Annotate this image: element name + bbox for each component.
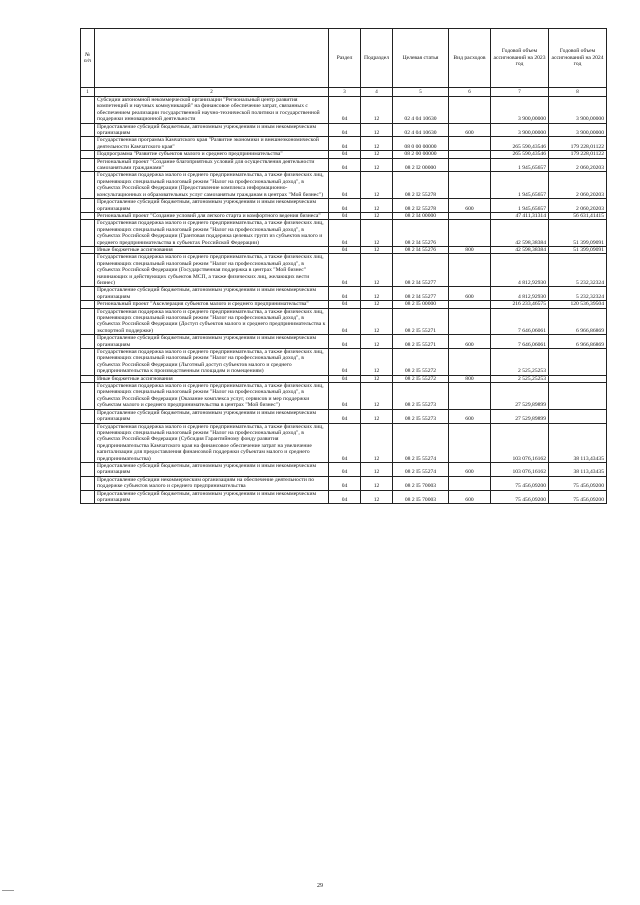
header-amount-2024: Годовой объем ассигнований на 2024 год	[549, 29, 607, 88]
cell-razdel: 04	[329, 335, 361, 349]
cell-razdel: 04	[329, 375, 361, 382]
cell-amount-2023: 103 076,16162	[491, 423, 549, 462]
cell-podrazdel: 12	[361, 301, 393, 308]
cell-number	[81, 137, 95, 151]
cell-expense-type	[449, 172, 491, 199]
cell-podrazdel: 12	[361, 97, 393, 124]
cell-name: Подпрограмма "Развитие субъектов малого и среднего предпринимательства"	[95, 151, 329, 158]
cell-target-article: 08 2 I4 55276	[393, 246, 449, 253]
cell-expense-type: 600	[449, 335, 491, 349]
cell-name: Государственная поддержка малого и среднего предпринимательства, а также физических лиц, применяющих специальный налоговый режим "Налог на профессиональный доход", в субъектах Российской Федерации (Субсидия Гарантийному фонду развития предпринимательства Камчатского края на финансовое обеспечение затрат на увеличение капитализации для предоставления финансовой поддержки субъектам малого и среднего предпринимательства)	[95, 423, 329, 462]
cell-name: Иные бюджетные ассигнования	[95, 375, 329, 382]
cell-amount-2023: 27 529,89899	[491, 409, 549, 423]
budget-table-page	[80, 28, 606, 504]
cell-number	[81, 287, 95, 301]
table-row	[81, 158, 607, 172]
cell-podrazdel: 12	[361, 349, 393, 376]
cell-number	[81, 490, 95, 504]
table-header	[81, 29, 607, 97]
cell-name: Региональный проект "Создание благоприятных условий для осуществления деятельности самозанятыми гражданами"	[95, 158, 329, 172]
table-row	[81, 301, 607, 308]
cell-target-article: 08 2 I2 55278	[393, 172, 449, 199]
cell-name: Региональный проект "Создание условий для легкого старта и комфортного ведения бизнеса"	[95, 212, 329, 219]
cell-expense-type: 800	[449, 246, 491, 253]
cell-amount-2024: 5 232,32324	[549, 287, 607, 301]
cell-amount-2023: 75 456,09200	[491, 490, 549, 504]
cell-expense-type	[449, 308, 491, 335]
header-expense-type: Вид расходов	[449, 29, 491, 88]
cell-expense-type	[449, 220, 491, 247]
cell-number	[81, 349, 95, 376]
cell-expense-type	[449, 212, 491, 219]
column-number: 2	[95, 88, 329, 97]
cell-amount-2024: 179 228,01122	[549, 151, 607, 158]
cell-target-article: 08 2 I4 55277	[393, 287, 449, 301]
cell-amount-2024: 75 456,09200	[549, 490, 607, 504]
cell-name: Региональный проект "Акселерация субъектов малого и среднего предпринимательства"	[95, 301, 329, 308]
cell-razdel: 04	[329, 423, 361, 462]
column-number: 5	[393, 88, 449, 97]
cell-amount-2023: 3 900,00000	[491, 123, 549, 137]
header-target-article: Целевая статья	[393, 29, 449, 88]
table-row	[81, 383, 607, 410]
cell-target-article: 02 4 04 10630	[393, 123, 449, 137]
cell-amount-2023: 1 945,65657	[491, 172, 549, 199]
cell-amount-2024: 38 113,43435	[549, 462, 607, 476]
cell-target-article: 08 2 I5 55272	[393, 375, 449, 382]
cell-podrazdel: 12	[361, 220, 393, 247]
cell-number	[81, 308, 95, 335]
cell-name: Государственная поддержка малого и среднего предпринимательства, а также физических лиц, применяющих специальный налоговый режим "Налог на профессиональный доход", в субъектах Российской Федерации (Предоставление комплекса информационно-консультационных и образовательных услуг самозанятым гражданам в центрах "Мой бизнес")	[95, 172, 329, 199]
cell-target-article: 08 2 I5 55274	[393, 423, 449, 462]
cell-amount-2023: 75 456,09200	[491, 476, 549, 490]
cell-name: Государственная программа Камчатского края "Развитие экономики и внешнеэкономической деятельности Камчатского края"	[95, 137, 329, 151]
cell-podrazdel: 12	[361, 423, 393, 462]
cell-name: Предоставление субсидии некоммерческим организациям на обеспечение деятельности по поддержке субъектов малого и среднего предпринимательства	[95, 476, 329, 490]
cell-target-article: 08 2 I5 55273	[393, 383, 449, 410]
cell-podrazdel: 12	[361, 254, 393, 287]
cell-razdel: 04	[329, 172, 361, 199]
cell-podrazdel: 12	[361, 462, 393, 476]
cell-target-article: 08 2 I2 00000	[393, 158, 449, 172]
cell-target-article: 08 2 I5 55274	[393, 462, 449, 476]
cell-razdel: 04	[329, 199, 361, 213]
cell-target-article: 08 2 I4 00000	[393, 212, 449, 219]
cell-podrazdel: 12	[361, 409, 393, 423]
cell-target-article: 02 4 04 10630	[393, 97, 449, 124]
column-number: 4	[361, 88, 393, 97]
cell-podrazdel: 12	[361, 199, 393, 213]
header-podrazdel: Подраздел	[361, 29, 393, 88]
cell-target-article: 08 2 I5 55271	[393, 308, 449, 335]
cell-razdel: 04	[329, 301, 361, 308]
cell-number	[81, 409, 95, 423]
cell-amount-2023: 265 590,43546	[491, 151, 549, 158]
cell-target-article: 08 2 I5 55273	[393, 409, 449, 423]
cell-amount-2024: 75 456,09200	[549, 476, 607, 490]
cell-podrazdel: 12	[361, 287, 393, 301]
cell-amount-2023: 4 812,92930	[491, 287, 549, 301]
cell-razdel: 04	[329, 123, 361, 137]
table-row	[81, 254, 607, 287]
table-row	[81, 137, 607, 151]
cell-razdel: 04	[329, 287, 361, 301]
cell-expense-type	[449, 254, 491, 287]
table-row	[81, 462, 607, 476]
cell-name: Субсидии автономной некоммерческой организации "Региональный центр развития компетенций и научных коммуникаций" на финансовое обеспечение затрат, связанных с обеспечением реализации государственной научно-технической политики и государственной поддержки инновационной деятельности	[95, 97, 329, 124]
column-number-row	[81, 88, 607, 97]
cell-amount-2024: 3 900,00000	[549, 123, 607, 137]
cell-amount-2023: 2 525,25253	[491, 349, 549, 376]
cell-number	[81, 172, 95, 199]
header-number: № п/п	[81, 29, 95, 88]
cell-amount-2024: 38 113,43435	[549, 423, 607, 462]
cell-razdel: 04	[329, 409, 361, 423]
cell-razdel: 04	[329, 476, 361, 490]
budget-table	[80, 28, 607, 504]
cell-expense-type	[449, 97, 491, 124]
cell-expense-type: 600	[449, 199, 491, 213]
cell-razdel: 04	[329, 308, 361, 335]
cell-razdel: 04	[329, 383, 361, 410]
table-row	[81, 490, 607, 504]
cell-expense-type	[449, 151, 491, 158]
cell-razdel: 04	[329, 349, 361, 376]
table-row	[81, 375, 607, 382]
cell-amount-2023: 42 598,38384	[491, 246, 549, 253]
cell-number	[81, 462, 95, 476]
table-row	[81, 335, 607, 349]
cell-podrazdel: 12	[361, 158, 393, 172]
cell-target-article: 08 2 00 00000	[393, 151, 449, 158]
table-row	[81, 97, 607, 124]
cell-amount-2023: 1 945,65657	[491, 158, 549, 172]
table-row	[81, 308, 607, 335]
cell-podrazdel: 12	[361, 383, 393, 410]
cell-amount-2024: 51 399,09091	[549, 220, 607, 247]
table-row	[81, 220, 607, 247]
cell-number	[81, 123, 95, 137]
cell-razdel: 04	[329, 462, 361, 476]
table-row	[81, 199, 607, 213]
cell-name: Государственная поддержка малого и среднего предпринимательства, а также физических лиц, применяющих специальный налоговый режим "Налог на профессиональный доход", в субъектах Российской Федерации (Оказание комплекса услуг, сервисов и мер поддержки субъектам малого и среднего предпринимательства в центрах "Мой бизнес")	[95, 383, 329, 410]
cell-name: Предоставление субсидий бюджетным, автономным учреждениям и иным некоммерческим организациям	[95, 123, 329, 137]
cell-amount-2023: 27 529,89899	[491, 383, 549, 410]
cell-amount-2024: 2 060,20203	[549, 172, 607, 199]
cell-expense-type: 600	[449, 287, 491, 301]
cell-expense-type: 600	[449, 490, 491, 504]
cell-expense-type	[449, 476, 491, 490]
cell-expense-type	[449, 423, 491, 462]
cell-amount-2024: 3 900,00000	[549, 97, 607, 124]
cell-name: Государственная поддержка малого и среднего предпринимательства, а также физических лиц, применяющих специальный налоговый режим "Налог на профессиональный доход", в субъектах Российской Федерации (Грантовая поддержка целевых групп из субъектов малого и среднего предпринимательства в субъектах Российской Федерации)	[95, 220, 329, 247]
table-row	[81, 476, 607, 490]
cell-podrazdel: 12	[361, 212, 393, 219]
table-row	[81, 246, 607, 253]
header-name	[95, 29, 329, 88]
cell-expense-type	[449, 301, 491, 308]
cell-expense-type: 600	[449, 123, 491, 137]
cell-number	[81, 151, 95, 158]
cell-number	[81, 199, 95, 213]
cell-number	[81, 97, 95, 124]
cell-name: Государственная поддержка малого и среднего предпринимательства, а также физических лиц, применяющих специальный налоговый режим "Налог на профессиональный доход", в субъектах Российской Федерации (Доступ субъектов малого и среднего предпринимательства к экспортной поддержке)	[95, 308, 329, 335]
table-row	[81, 287, 607, 301]
cell-amount-2023: 1 945,65657	[491, 199, 549, 213]
header-amount-2023: Годовой объем ассигнований на 2023 год	[491, 29, 549, 88]
cell-number	[81, 375, 95, 382]
cell-name: Государственная поддержка малого и среднего предпринимательства, а также физических лиц, применяющих специальный налоговый режим "Налог на профессиональный доход", в субъектах Российской Федерации (Государственная поддержка в центрах "Мой бизнес" начинающих и действующих субъектов МСП, а также физических лиц, желающих вести бизнес)	[95, 254, 329, 287]
cell-name: Иные бюджетные ассигнования	[95, 246, 329, 253]
table-row	[81, 409, 607, 423]
cell-target-article: 08 2 I4 55277	[393, 254, 449, 287]
cell-amount-2023: 265 590,43546	[491, 137, 549, 151]
cell-number	[81, 220, 95, 247]
cell-amount-2024: 6 966,86869	[549, 308, 607, 335]
table-row	[81, 212, 607, 219]
cell-razdel: 04	[329, 246, 361, 253]
cell-number	[81, 383, 95, 410]
cell-amount-2023: 216 233,46575	[491, 301, 549, 308]
cell-expense-type	[449, 349, 491, 376]
cell-number	[81, 246, 95, 253]
cell-target-article: 08 2 I2 55278	[393, 199, 449, 213]
cell-target-article: 08 2 I5 55272	[393, 349, 449, 376]
cell-podrazdel: 12	[361, 335, 393, 349]
cell-target-article: 08 2 I5 70003	[393, 490, 449, 504]
cell-expense-type	[449, 383, 491, 410]
cell-amount-2024: 179 228,01122	[549, 137, 607, 151]
cell-podrazdel: 12	[361, 151, 393, 158]
cell-razdel: 04	[329, 490, 361, 504]
cell-amount-2024: 120 536,39504	[549, 301, 607, 308]
cell-podrazdel: 12	[361, 137, 393, 151]
cell-number	[81, 476, 95, 490]
cell-number	[81, 212, 95, 219]
header-razdel: Раздел	[329, 29, 361, 88]
cell-amount-2023: 47 411,31314	[491, 212, 549, 219]
column-number: 8	[549, 88, 607, 97]
table-body	[81, 97, 607, 504]
cell-podrazdel: 12	[361, 476, 393, 490]
cell-number	[81, 423, 95, 462]
cell-podrazdel: 12	[361, 490, 393, 504]
table-row	[81, 349, 607, 376]
cell-amount-2023: 103 076,16162	[491, 462, 549, 476]
cell-amount-2023: 7 646,06061	[491, 308, 549, 335]
cell-number	[81, 158, 95, 172]
table-row	[81, 172, 607, 199]
cell-podrazdel: 12	[361, 123, 393, 137]
cell-amount-2023: 4 812,92930	[491, 254, 549, 287]
column-number: 7	[491, 88, 549, 97]
cell-name: Государственная поддержка малого и среднего предпринимательства, а также физических лиц, применяющих специальный налоговый режим "Налог на профессиональный доход", в субъектах Российской Федерации (Льготный доступ субъектов малого и среднего предпринимательства к производственным площадям и помещениям)	[95, 349, 329, 376]
cell-razdel: 04	[329, 137, 361, 151]
cell-amount-2024	[549, 409, 607, 423]
cell-number	[81, 254, 95, 287]
cell-name: Предоставление субсидий бюджетным, автономным учреждениям и иным некоммерческим организациям	[95, 462, 329, 476]
cell-razdel: 04	[329, 212, 361, 219]
column-number: 1	[81, 88, 95, 97]
cell-number	[81, 335, 95, 349]
cell-name: Предоставление субсидий бюджетным, автономным учреждениям и иным некоммерческим организациям	[95, 287, 329, 301]
cell-amount-2024: 5 232,32324	[549, 254, 607, 287]
cell-podrazdel: 12	[361, 172, 393, 199]
table-row	[81, 151, 607, 158]
cell-amount-2024: 2 060,20203	[549, 199, 607, 213]
table-row	[81, 123, 607, 137]
cell-amount-2023: 42 598,38384	[491, 220, 549, 247]
column-number: 6	[449, 88, 491, 97]
cell-amount-2023: 7 646,06061	[491, 335, 549, 349]
page-number: 29	[317, 883, 323, 889]
table-row	[81, 423, 607, 462]
scan-edge-mark	[2, 890, 14, 891]
cell-amount-2024: 51 399,09091	[549, 246, 607, 253]
cell-expense-type: 800	[449, 375, 491, 382]
cell-razdel: 04	[329, 151, 361, 158]
cell-amount-2024: 56 631,41415	[549, 212, 607, 219]
cell-amount-2023: 3 900,00000	[491, 97, 549, 124]
cell-name: Предоставление субсидий бюджетным, автономным учреждениям и иным некоммерческим организациям	[95, 199, 329, 213]
cell-expense-type	[449, 137, 491, 151]
cell-expense-type	[449, 158, 491, 172]
cell-amount-2024	[549, 383, 607, 410]
column-number: 3	[329, 88, 361, 97]
cell-target-article: 08 2 I5 00000	[393, 301, 449, 308]
cell-amount-2024: 6 966,86869	[549, 335, 607, 349]
cell-podrazdel: 12	[361, 308, 393, 335]
cell-number	[81, 301, 95, 308]
cell-target-article: 08 2 I4 55276	[393, 220, 449, 247]
cell-razdel: 04	[329, 97, 361, 124]
cell-name: Предоставление субсидий бюджетным, автономным учреждениям и иным некоммерческим организациям	[95, 490, 329, 504]
cell-expense-type: 600	[449, 462, 491, 476]
cell-amount-2024	[549, 349, 607, 376]
cell-podrazdel: 12	[361, 375, 393, 382]
cell-razdel: 04	[329, 254, 361, 287]
cell-target-article: 08 2 I5 55271	[393, 335, 449, 349]
cell-name: Предоставление субсидий бюджетным, автономным учреждениям и иным некоммерческим организациям	[95, 409, 329, 423]
cell-podrazdel: 12	[361, 246, 393, 253]
cell-expense-type: 600	[449, 409, 491, 423]
cell-target-article: 08 2 I5 70003	[393, 476, 449, 490]
cell-target-article: 08 0 00 00000	[393, 137, 449, 151]
cell-razdel: 04	[329, 220, 361, 247]
cell-razdel: 04	[329, 158, 361, 172]
cell-amount-2024	[549, 375, 607, 382]
cell-amount-2024: 2 060,20203	[549, 158, 607, 172]
cell-amount-2023: 2 525,25253	[491, 375, 549, 382]
cell-name: Предоставление субсидий бюджетным, автономным учреждениям и иным некоммерческим организациям	[95, 335, 329, 349]
